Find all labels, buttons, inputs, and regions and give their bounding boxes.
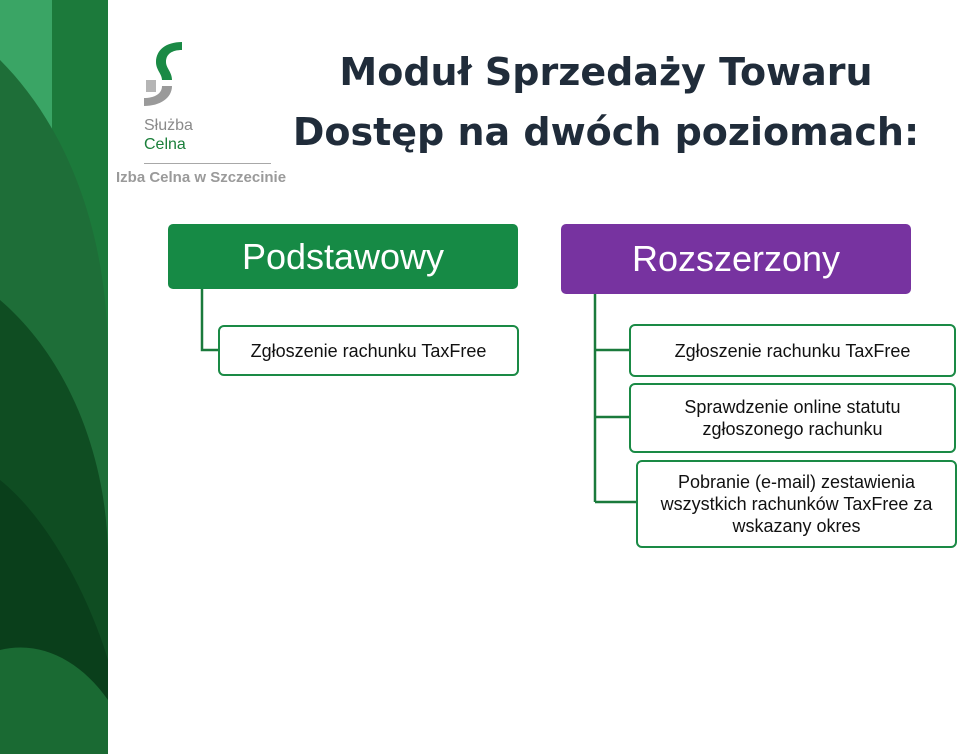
feature-extended-email-report: Pobranie (e-mail) zestawienia wszystkich rachunków TaxFree za wskazany okres (636, 460, 957, 548)
brand-name-line1: Służba (144, 117, 193, 134)
feature-extended-taxfree: Zgłoszenie rachunku TaxFree (629, 324, 956, 377)
page-title-line1: Moduł Sprzedaży Towaru (339, 50, 873, 94)
feature-basic-taxfree: Zgłoszenie rachunku TaxFree (218, 325, 519, 376)
page-title-line2: Dostęp na dwóch poziomach: (292, 110, 920, 154)
level-basic-box: Podstawowy (168, 224, 518, 289)
level-extended-box: Rozszerzony (561, 224, 911, 294)
connector-basic-1 (202, 289, 218, 350)
brand-office-name: Izba Celna w Szczecinie (116, 169, 287, 186)
brand-name-line2: Celna (144, 136, 186, 153)
feature-extended-status-check: Sprawdzenie online statutu zgłoszonego rachunku (629, 383, 956, 453)
